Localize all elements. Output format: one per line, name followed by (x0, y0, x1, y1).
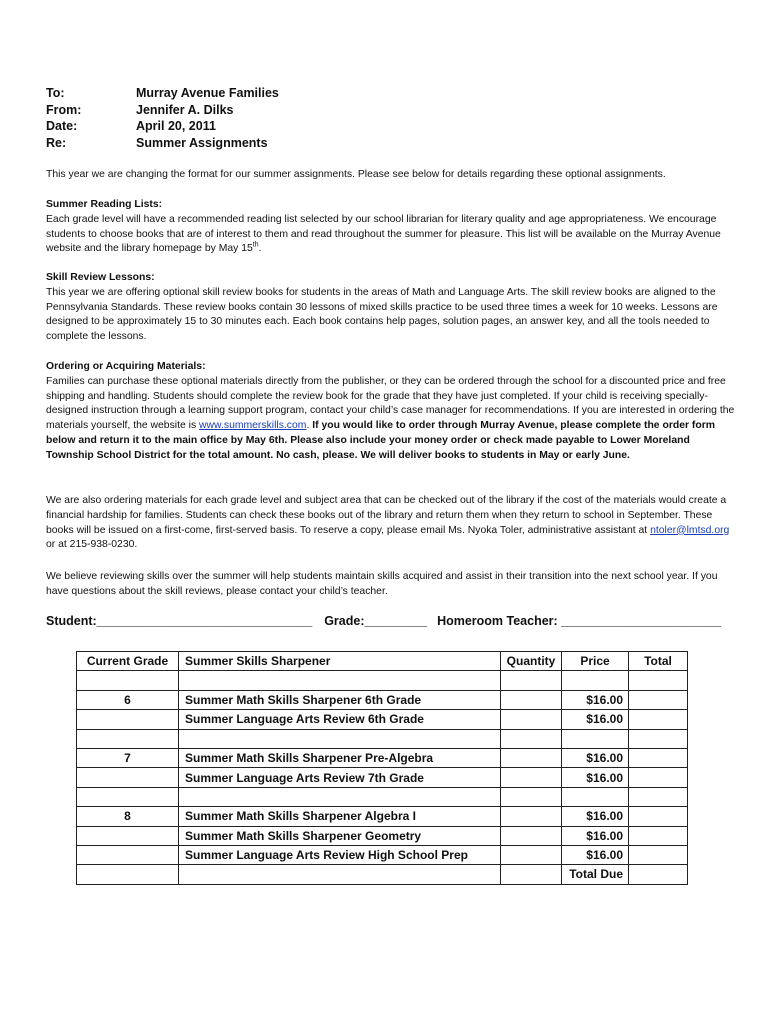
grade-cell: 8 (77, 807, 179, 826)
reading-section (46, 198, 736, 257)
price-cell: $16.00 (562, 710, 629, 729)
quantity-cell[interactable] (501, 710, 562, 729)
total-cell[interactable] (629, 710, 688, 729)
grade-cell (77, 768, 179, 787)
table-row (77, 787, 688, 806)
reading-heading: Summer Reading Lists: (46, 199, 163, 210)
quantity-cell[interactable] (501, 729, 562, 748)
price-cell: $16.00 (562, 826, 629, 845)
quantity-cell[interactable] (501, 690, 562, 709)
table-row (77, 671, 688, 690)
intro-paragraph: This year we are changing the format for our summer assignments. Please see below for details regarding these optional assignments. (46, 169, 666, 180)
total-cell[interactable] (629, 807, 688, 826)
grade-cell: 6 (77, 690, 179, 709)
item-cell: Summer Language Arts Review High School Prep (179, 845, 501, 864)
reading-text: Each grade level will have a recommended reading list selected by our school librarian for literary quality and age appropriateness. We encourage students to choose books that are of interest to them and read throughout the summer for pleasure. This list will be available on the Murray Avenue website and the library homepage by May 15 (46, 213, 721, 255)
quantity-cell[interactable] (501, 845, 562, 864)
item-cell (179, 865, 501, 884)
table-row (77, 690, 688, 709)
total-cell[interactable] (629, 845, 688, 864)
grade-field[interactable]: Grade:_________ (324, 614, 428, 628)
price-cell: $16.00 (562, 807, 629, 826)
quantity-cell[interactable] (501, 748, 562, 767)
price-cell: $16.00 (562, 748, 629, 767)
item-cell: Summer Math Skills Sharpener Pre-Algebra (179, 748, 501, 767)
grade-cell (77, 845, 179, 864)
header-total: Total (629, 652, 688, 671)
price-cell (562, 671, 629, 690)
grade-cell (77, 826, 179, 845)
table-header-row (77, 652, 688, 671)
quantity-cell[interactable] (501, 671, 562, 690)
item-cell: Summer Math Skills Sharpener Geometry (179, 826, 501, 845)
price-cell (562, 787, 629, 806)
library-paragraph (46, 494, 736, 553)
price-cell (562, 729, 629, 748)
table-row (77, 748, 688, 767)
ordering-bold-text: If you would like to order through Murray Avenue, please complete the order form below and return it to the main office by May 6th. Please also include your money order or check made payable to Lower Moreland Township School District for the total amount. No cash, please. We will deliver books to students in May or early June. (46, 420, 716, 461)
memo-re-label: Re: (46, 135, 67, 150)
total-cell[interactable] (629, 768, 688, 787)
total-cell[interactable] (629, 690, 688, 709)
order-table (76, 651, 688, 885)
teacher-field[interactable]: Homeroom Teacher: _______________________ (437, 614, 722, 628)
table-row (77, 768, 688, 787)
total-cell[interactable] (629, 787, 688, 806)
reading-sup: th (252, 241, 259, 249)
total-cell[interactable] (629, 826, 688, 845)
grade-cell (77, 865, 179, 884)
memo-from-value: Jennifer A. Dilks (136, 102, 234, 117)
memo-to-value: Murray Avenue Families (136, 86, 279, 100)
price-cell: Total Due (562, 865, 629, 884)
grade-cell (77, 710, 179, 729)
closing-paragraph: We believe reviewing skills over the summer will help students maintain skills acquired and assist in their transition into the next school year. If you have questions about the skill reviews, please contact your child’s teacher. (46, 571, 718, 597)
library-text: We are also ordering materials for each grade level and subject area that can be checked out of the library if the cost of the materials would create a financial hardship for families. Students can check these books out of the library and return them when they return to school in September. These books will be issued on a first-come, first-served basis. To reserve a copy, please email Ms. Nyoka Toler, administrative assistant at (46, 495, 727, 536)
grade-cell (77, 729, 179, 748)
quantity-cell[interactable] (501, 768, 562, 787)
ordering-section (46, 360, 736, 464)
memo-from-label: From: (46, 102, 82, 117)
library-after-email: or at 215-938-0230. (46, 539, 138, 551)
total-cell[interactable] (629, 671, 688, 690)
ordering-after-link: . (306, 420, 313, 432)
grade-cell (77, 787, 179, 806)
item-cell: Summer Language Arts Review 7th Grade (179, 768, 501, 787)
quantity-cell[interactable] (501, 787, 562, 806)
table-row (77, 845, 688, 864)
memo-header (46, 86, 279, 152)
reading-end: . (258, 243, 262, 255)
email-link[interactable]: ntoler@lmtsd.org (650, 524, 730, 536)
table-row (77, 865, 688, 884)
total-cell[interactable] (629, 865, 688, 884)
table-row (77, 807, 688, 826)
student-field[interactable]: Student:_______________________________ (46, 614, 313, 628)
header-quantity: Quantity (501, 652, 562, 671)
memo-re-value: Summer Assignments (136, 135, 268, 150)
item-cell (179, 787, 501, 806)
item-cell (179, 671, 501, 690)
ordering-text: Families can purchase these optional materials directly from the publisher, or they can be ordered through the school for a discounted price and free shipping and handling. Students should complete the review book for the grade that they have just completed. If your child is receiving specially-designed instruction through a learning support program, contact your child’s case manager for recommendations. If you are interested in ordering the materials yourself, the website is (46, 375, 735, 432)
item-cell: Summer Language Arts Review 6th Grade (179, 710, 501, 729)
table-row (77, 826, 688, 845)
memo-date-value: April 20, 2011 (136, 119, 216, 133)
header-summer-skills: Summer Skills Sharpener (179, 652, 501, 671)
total-cell[interactable] (629, 729, 688, 748)
summerskills-link[interactable]: www.summerskills.com (199, 420, 307, 432)
item-cell: Summer Math Skills Sharpener 6th Grade (179, 690, 501, 709)
memo-to-label: To: (46, 86, 65, 100)
item-cell (179, 729, 501, 748)
skill-heading: Skill Review Lessons: (46, 272, 155, 283)
grade-cell: 7 (77, 748, 179, 767)
ordering-heading: Ordering or Acquiring Materials: (46, 361, 206, 372)
price-cell: $16.00 (562, 845, 629, 864)
quantity-cell[interactable] (501, 826, 562, 845)
quantity-cell[interactable] (501, 807, 562, 826)
grade-cell (77, 671, 179, 690)
price-cell: $16.00 (562, 690, 629, 709)
price-cell: $16.00 (562, 768, 629, 787)
header-current-grade: Current Grade (77, 652, 179, 671)
total-cell[interactable] (629, 748, 688, 767)
table-row (77, 710, 688, 729)
table-row (77, 729, 688, 748)
quantity-cell[interactable] (501, 865, 562, 884)
skill-text: This year we are offering optional skill review books for students in the areas of Math and Language Arts. The skill review books are aligned to the Pennsylvania Standards. These review books contain 30 lessons of mixed skills practice to be used three times a week for 10 weeks. Lessons are designed to be approximately 15 to 30 minutes each. Each book contains help pages, solution pages, an answer key, and all the tools needed to complete the lessons. (46, 286, 718, 343)
item-cell: Summer Math Skills Sharpener Algebra I (179, 807, 501, 826)
student-info-line (46, 614, 736, 628)
skill-section (46, 271, 736, 345)
memo-date-label: Date: (46, 119, 78, 133)
header-price: Price (562, 652, 629, 671)
